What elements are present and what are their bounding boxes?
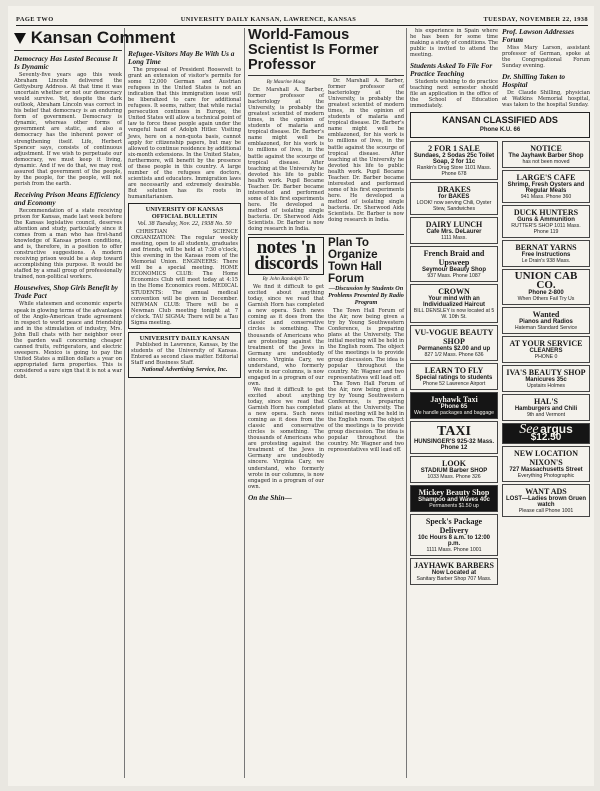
taxi-title: TAXI: [437, 424, 471, 440]
ad-subtitle: 727 Massachusetts Street: [509, 467, 583, 474]
notice-title: Dr. Shilling Taken to Hospital: [502, 72, 565, 90]
classified-ad: [410, 246, 498, 282]
classified-ad: [410, 182, 498, 215]
classified-ad: [502, 394, 590, 421]
ad-footer: Upstairs Holmes: [526, 383, 566, 390]
classified-ad: [502, 269, 590, 305]
ad-footer: 827 1/2 Mass. Phone 636: [424, 352, 484, 359]
notes-title: notes 'n discords: [248, 237, 324, 275]
ad-title: LOOK: [441, 459, 466, 469]
news-column: [248, 28, 404, 780]
official-bulletin: [128, 203, 241, 329]
ad-title: IVA'S BEAUTY SHOP: [506, 368, 586, 378]
column-rule: [244, 28, 245, 778]
scientist-body: Dr. Marshall A. Barber, former professor of bacteriology at the University, is probably the greatest scientist of modern times, in the opinion of students of malaria and tropical disease. Dr. Barber's name might well be emblazoned, for his work is to millions of lives, in the battle against the scourge of tropical disease. After teaching at the University he devoted his life to public health work. Pupil Became Teacher. Dr. Barber became interested and performed some of his first experiments here. He developed a method of isolating single bacteria. Dr. Sherwood Aids Scientists. Dr. Barber is now doing research in India.: [248, 87, 324, 233]
page-number: PAGE TWO: [16, 15, 54, 23]
ad-title: Speck's Package Delivery: [425, 517, 483, 536]
ad-title: DAIRY LUNCH: [425, 220, 483, 230]
newspaper-name: UNIVERSITY DAILY KANSAN, LAWRENCE, KANSAS: [180, 15, 357, 23]
ad-footer: We handle packages and baggage: [413, 410, 495, 417]
ad-footer: 1111 Mass.: [441, 235, 467, 242]
ad-subtitle: Seymour Beauty Shop: [421, 267, 486, 274]
classified-ad: [502, 365, 590, 392]
argus-ad: [502, 423, 590, 444]
masthead: [16, 13, 588, 26]
ad-footer: 1033 Mass. Phone 326: [427, 474, 481, 481]
classified-ad: [502, 170, 590, 203]
ad-subtitle: Phone 65: [440, 404, 468, 411]
classified-ad: [410, 514, 498, 556]
classified-ad: [410, 363, 498, 390]
triangle-icon: [14, 33, 26, 44]
townhall-body: The Town Hall Forum of the Air, now being given a try by Young Southwestern Conference, is preparing plans at the University. The initial meeting will be held in the English room. The object of the meetings is to provide group discussion. The idea is popular throughout the country. Mr. Wagner and two representatives will lead off. The Town Hall Forum of the Air, now being given a try by Young Southwestern Conference, is preparing plans at the University. The initial meeting will be held in the English room. The object of the meetings is to provide group discussion. The idea is popular throughout the country. Mr. Wagner and two representatives will lead off.: [328, 308, 404, 454]
editorial-title: Housewives, Shop Girls Benefit by Trade Pact: [14, 283, 118, 301]
classified-ad: [502, 307, 590, 334]
ads-column: [410, 28, 590, 780]
ad-footer: PHONE 0: [534, 354, 558, 361]
notice-text: his experience in Spain where he has been for some time making a study of conditions. The public is invited to attend the meeting.: [410, 28, 498, 59]
classified-ads-header: [410, 112, 590, 138]
divider: [248, 75, 404, 76]
townhall-article: [328, 237, 404, 503]
ad-footer: Hateman Standard Service: [514, 325, 578, 332]
staff-box-body: Published in Lawrence, Kansas, by the students of the University of Kansas. Entered as second class matter. Editorial Staff and Business Staff.: [131, 341, 238, 366]
ad-footer: Permanents $1.50 up: [429, 503, 479, 510]
classified-ad: [502, 205, 590, 238]
bulletin-body: CHRISTIAN SCIENCE ORGANIZATION: The regular weekly meeting, open to all students, graduates and friends, will be held at 7:30 o'clock, this evening in the Kansas room of the Memorial Union. ENGINEERS: There will be a special meeting. HOME ECONOMICS CLUB: The Home Economics Club will meet today at 4:15 in the Home Economics room. MEDICAL STUDENTS: The annual medical convention will be given in December. NEWMAN CLUB: There will be a Newman Club meeting tonight at 7 o'clock. TAU SIGMA: There will be a Tau Sigma meeting.: [131, 229, 238, 326]
staff-box-head: UNIVERSITY DAILY KANSAN: [139, 334, 230, 342]
newspaper-page: [8, 6, 594, 786]
classified-title: KANSAN CLASSIFIED ADS: [442, 115, 558, 126]
ad-subtitle: STADIUM Barber SHOP: [420, 468, 488, 475]
notice-body: Students wishing to do practice teaching next semester should file an application in the office of the School of Education immediately.: [410, 79, 498, 110]
townhall-deck: —Discussion by Students On Problems Presented By Radio Program: [328, 285, 404, 307]
ad-subtitle: LOST—Ladies brown Gruen watch: [505, 496, 586, 509]
issue-date: TUESDAY, NOVEMBER 22, 1938: [483, 15, 588, 23]
editorial-column: [14, 28, 176, 780]
ad-footer: Rankin's Drug Store 1101 Mass. Phone 678: [416, 165, 492, 178]
ad-subtitle: Cafe Mrs. DeLaurer: [426, 229, 482, 236]
byline: By Maurine Maag: [266, 79, 306, 85]
classified-ad: [502, 446, 590, 482]
column-rule: [406, 28, 407, 778]
scientist-article-continued: [328, 78, 404, 232]
classified-ad: [502, 336, 590, 363]
classified-ad: [410, 141, 498, 180]
banner-title: Kansan Comment: [30, 28, 176, 47]
editorial-title: Refugee-Visitors May Be With Us a Long Time: [128, 49, 235, 66]
editorial-title: Democracy Has Lasted Because It Is Dynamic: [14, 54, 118, 71]
ad-subtitle: Your mind with an Individualized Haircut: [422, 296, 485, 309]
classified-ad: [502, 141, 590, 168]
ad-subtitle: CLEANERS: [529, 348, 563, 355]
classified-phone: Phone K.U. 66: [479, 127, 521, 134]
ad-title: JAYHAWK BARBERS: [414, 561, 494, 571]
scientist-headline: World-Famous Scientist Is Former Professor: [248, 27, 379, 73]
ad-subtitle: Now Located at: [431, 570, 477, 577]
ad-title: French Braid and Upsweep: [423, 249, 485, 268]
notice-title: Students Asked To File For Practice Teaching: [410, 61, 493, 79]
taxi-sub: HUNSINGER'S 925-32 Mass. Phone 12: [413, 439, 495, 452]
ad-subtitle: Shrimp, Fresh Oysters and Regular Meals: [507, 182, 585, 195]
notice-body: Miss Mary Larson, assistant professor of German, spoke at the Congregational Forum Sunday evening.: [502, 45, 590, 70]
scientist-article: [248, 78, 324, 232]
ad-title: Jayhawk Taxi: [430, 395, 478, 405]
ad-title: Mickey Beauty Shop: [418, 488, 490, 498]
argus-price: $12.50: [530, 432, 562, 444]
notes-byline: By John Randolph Tic: [262, 276, 310, 283]
ad-subtitle: Sundaes, 2 Sodas 25c Toilet Soap, 2 for 11c: [413, 153, 495, 166]
ad-subtitle: Hamburgers and Chili: [514, 406, 578, 413]
classified-ad: [502, 484, 590, 517]
ad-title: 2 FOR 1 SALE: [428, 144, 480, 154]
classified-ad: [410, 325, 498, 361]
argus-brand: argus: [540, 422, 573, 437]
ad-footer: has not been moved: [522, 159, 570, 166]
ad-footer: Please call Phone 1001: [518, 508, 574, 515]
ad-title: DUCK HUNTERS: [513, 208, 579, 218]
ad-footer: Phone 52 Lawrence Airport: [422, 381, 486, 388]
staff-box-footer: National Advertising Service, Inc.: [141, 365, 228, 373]
ad-title: WANT ADS: [525, 487, 567, 497]
divider: [248, 234, 404, 235]
editorial-title: Receiving Prison Means Efficiency and Economy: [14, 189, 120, 207]
classified-ad: [410, 392, 498, 419]
classified-ad: [410, 558, 498, 585]
bulletin-sub: Vol. 38 Tuesday, Nov. 22, 1938 No. 50: [137, 220, 232, 228]
classified-ad: [410, 456, 498, 483]
ad-title: CROWN: [438, 287, 470, 297]
ad-subtitle: 10c Hours 8 a.m. to 12:00 p.m.: [417, 535, 491, 548]
scientist-body-continued: Dr. Marshall A. Barber, former professor of bacteriology at the University, is probably the greatest scientist of modern times, in the opinion of students of malaria and tropical disease. Dr. Barber's name might well be emblazoned, for his work is to millions of lives, in the battle against the scourge of tropical disease. After teaching at the University he devoted his life to public health work. Pupil Became Teacher. Dr. Barber became interested and performed some of his first experiments here. He developed a method of isolating single bacteria. Dr. Sherwood Aids Scientists. Dr. Barber is now doing research in India.: [328, 78, 404, 224]
ad-footer: Sanitary Barber Shop 707 Mass.: [416, 576, 492, 583]
ad-footer: 9th and Vermont: [526, 412, 566, 419]
ad-title: NOTICE: [530, 144, 562, 154]
column-rule: [124, 28, 125, 778]
ad-title: DRAKES: [437, 185, 471, 195]
ad-footer: 1111 Mass. Phone 1001: [426, 547, 482, 554]
ad-title: Wanted: [532, 310, 560, 320]
notice-left: [410, 28, 498, 109]
ad-title: BERNAT YARNS: [515, 243, 577, 253]
editorial-body: While statesmen and economic experts speak in glowing terms of the advantages of the Anglo-American trade agreement in respect to world peace and friendship and in the stimulation of industry, Mrs. John Bull chats with her neighbor over the garden wall concerning cheaper canned fruits, refrigerators, and electric sweepers. Mexico is going to pay the United States a million dollars a year on appropriated farm properties. This is considered a sure sign that it is not a war debt.: [14, 301, 122, 381]
ad-subtitle: Free Instructions: [521, 252, 571, 259]
ad-subtitle: The Jayhawk Barber Shop: [508, 153, 584, 160]
divider: [14, 50, 122, 51]
editorial-body: Seventy-five years ago this week Abraham Lincoln delivered the Gettysburg Address. At that time it was uncertain whether or not our democracy would survive. Yet, despite the dark outlook, Abraham Lincoln was correct in his belief that democracy is an enduring form of government. Democracy is dynamic, whereas other forms of government are static, and also a democracy has the inherent power of strengthening itself. Life, Herbert Spencer says, consists of continuous adjustment. If we wish to perpetuate our democracy, we must keep it living, dynamic. And if we do that, we may rest assured that government of the people, by the people, for the people, will not perish from the earth.: [14, 72, 122, 187]
editorial-body: Recommendation of a state receiving prison for Kansas, made last week before the Kansas legislative council, deserves attention and study, particularly since it comes from a man who has first-hand knowledge of Kansas prison conditions, and is, therefore, in a position to offer constructive suggestions. A modern receiving prison would be a step toward accomplishing this purpose. It would be staffed by a small group of professionally trained, non-political workers.: [14, 207, 122, 281]
townhall-headline: Plan To Organize Town Hall Forum: [328, 236, 382, 286]
ad-footer: BILL DENSLEY is now located at 5 W. 10th St.: [413, 308, 495, 321]
ad-footer: 937 Mass. Phone 1087: [427, 273, 481, 280]
ad-title: HAL'S: [533, 397, 558, 407]
ad-title: LEARN TO FLY: [424, 366, 484, 376]
classified-ad: [502, 240, 590, 267]
ad-title: LARGE'S CAFE: [516, 173, 576, 183]
bulletin-head: UNIVERSITY OF KANSAS OFFICIAL BULLETIN: [145, 206, 224, 221]
ad-footer: When Others Fail Try Us: [517, 296, 575, 303]
ad-subtitle: Permanents $2.00 and up: [417, 346, 491, 353]
notice-title: Prof. Lawson Addresses Forum: [502, 27, 575, 44]
notice-right: [502, 28, 590, 109]
ad-title: NEW LOCATION NIXON'S: [514, 449, 578, 468]
argus-see: See: [519, 422, 539, 438]
ad-footer: Le Drain's 938 Mass.: [521, 258, 571, 265]
kansan-staff-box: [128, 332, 241, 378]
classified-left: [410, 141, 498, 587]
notes-footer: On the Shin—: [248, 492, 292, 502]
ad-subtitle: Special ratings to students: [415, 375, 493, 382]
kansan-comment-banner: [14, 28, 244, 48]
notice-body: Dr. Claude Shilling, physician at Watkins Memorial hospital, was taken to the hospital Sunday.: [502, 90, 590, 109]
ad-footer: Everything Photographic: [517, 473, 575, 480]
ad-subtitle: Shampoo and Waves 40c: [418, 497, 490, 504]
classified-ad: [410, 485, 498, 512]
refugee-column: [128, 50, 241, 780]
ad-subtitle: Guns & Ammunition: [517, 217, 575, 224]
ad-subtitle: for BAKES: [438, 194, 470, 201]
notes-column: [248, 237, 324, 503]
classified-ad: [410, 284, 498, 323]
ad-footer: 941 Mass. Phone 360: [520, 194, 572, 201]
ad-title: UNION CAB CO.: [514, 270, 578, 292]
ad-subtitle: Phone 2-800: [528, 290, 564, 297]
ad-footer: LOOK! now serving Chili, Oyster Stew, Sandwiches: [416, 200, 492, 213]
editorial-body: The proposal of President Roosevelt to grant an extension of visitor's permits for some 12,000 German and Austrian refugees in the United States is not an indication that this immigration issue will be liberalized to care for additional refugees. It seems, rather, that while racial persecution continues in Europe, the United States will allow a technical point of law to force these people again under the vengeful hand of Adolph Hitler. Visiting Jews, here on a non-quota basis, cannot apply for citizenship papers, but may be allowed to continue residence by additional six-month extensions. In the United States, furthermore, will benefit by the presence of these people in this country. A large number of the refugees are doctors, scientists and educators. Immigration laws are necessarily and extremely desirable. But solution has its roots in humanitarianism.: [128, 67, 241, 200]
ad-subtitle: Manicures 35c: [525, 377, 567, 384]
classified-right: [502, 141, 590, 587]
ad-subtitle: Pianos and Radios: [519, 319, 573, 326]
taxi-ad: [410, 421, 498, 454]
ad-title: VU-VOGUE BEAUTY SHOP: [414, 328, 494, 347]
ad-title: AT YOUR SERVICE: [509, 339, 583, 349]
classified-ad: [410, 217, 498, 244]
notes-body: We find it difficult to get excited about anything today, since we read that Garnish Horn has completed a new opera. Such news coming as it does from the classic and conservative circles is something. The thousands of Americans who are protesting against the treatment of the Jews in Germany are undoubtedly sincere. Virginia Cary, we understand, who formerly wrote in our columns, is now engaged in a program of our own. We find it difficult to get excited about anything today, since we read that Garnish Horn has completed a new opera. Such news coming as it does from the classic and conservative circles is something. The thousands of Americans who are protesting against the treatment of the Jews in Germany are undoubtedly sincere. Virginia Cary, we understand, who formerly wrote in our columns, is now engaged in a program of our own.: [248, 284, 324, 490]
ad-footer: RUTTER'S SHOP 1011 Mass. Phone 119: [511, 223, 581, 236]
